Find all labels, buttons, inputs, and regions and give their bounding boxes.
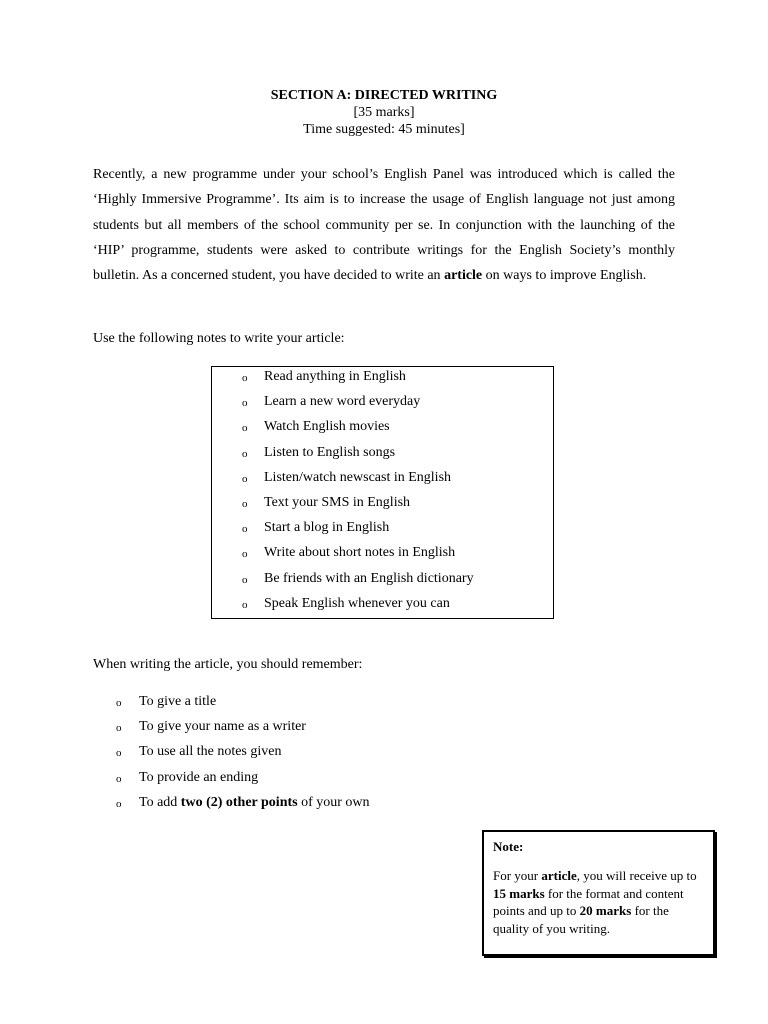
intro-text-2: on ways to improve English.	[482, 268, 647, 284]
bullet-icon: o	[242, 573, 248, 586]
note-heading: Note:	[493, 839, 524, 854]
bullet-icon: o	[242, 397, 248, 410]
note-text: Learn a new word everyday	[264, 394, 421, 410]
bullet-icon: o	[242, 422, 248, 435]
note-body	[493, 867, 705, 938]
bullet-icon: o	[242, 472, 248, 485]
intro-bold-article: article	[444, 268, 483, 284]
section-marks: [35 marks]	[353, 105, 415, 120]
note-text: Start a blog in English	[264, 520, 390, 536]
note-text: Read anything in English	[264, 369, 406, 384]
intro-paragraph	[93, 162, 675, 288]
bullet-icon: o	[242, 548, 248, 561]
time-suggested: Time suggested: 45 minutes]	[303, 122, 465, 137]
note-text: Write about short notes in English	[264, 545, 456, 561]
note-bold-15-marks: 15 marks	[493, 885, 545, 901]
remember-text: To give a title	[139, 694, 217, 709]
bullet-icon: o	[242, 523, 248, 536]
notes-instruction: Use the following notes to write your article:	[93, 331, 345, 346]
note-text: Listen to English songs	[264, 444, 396, 460]
note-text: Listen/watch newscast in English	[264, 469, 452, 485]
remember-last-bold: two (2) other points	[180, 794, 298, 810]
bullet-icon: o	[242, 372, 248, 384]
note-text-1: For your	[493, 868, 542, 883]
note-text: Text your SMS in English	[264, 495, 411, 510]
intro-text-1: Recently, a new programme under your school’s English Panel was introduced which is called the ‘Highly Immersive Programme’. Its aim is to increase the usage of English language not just among students but all members of the school community per se. In conjunction with the launching of the ‘HIP’ programme, students were asked to contribute writings for the English Society’s monthly bulletin. As a concerned student, you have decided to write an	[93, 167, 675, 284]
remember-text: To give your name as a writer	[139, 719, 306, 735]
note-text: Watch English movies	[264, 419, 390, 435]
note-bold-article: article	[541, 868, 577, 883]
note-bold-20-marks: 20 marks	[579, 903, 632, 919]
remember-last-post: of your own	[297, 794, 370, 810]
note-text-4: for the quality of you writing.	[493, 903, 669, 937]
bullet-icon: o	[242, 598, 248, 611]
bullet-icon: o	[116, 797, 122, 810]
bullet-icon: o	[116, 697, 122, 709]
note-text-2: , you will receive up to	[576, 868, 697, 883]
bullet-icon: o	[242, 498, 248, 510]
bullet-icon: o	[116, 722, 122, 735]
remember-text: To use all the notes given	[139, 744, 282, 760]
note-text: Speak English whenever you can	[264, 595, 450, 611]
bullet-icon: o	[242, 447, 248, 460]
remember-last-pre: To add	[139, 794, 181, 810]
section-title: SECTION A: DIRECTED WRITING	[270, 88, 498, 103]
remember-text: To provide an ending	[139, 769, 259, 785]
note-card	[482, 830, 715, 956]
bullet-icon: o	[116, 772, 122, 785]
note-text-3: for the format and content points and up to	[493, 885, 684, 919]
notes-box	[211, 366, 554, 619]
remember-heading: When writing the article, you should remember:	[93, 657, 363, 672]
note-text: Be friends with an English dictionary	[264, 570, 474, 586]
remember-text	[139, 793, 370, 813]
bullet-icon: o	[116, 747, 122, 760]
